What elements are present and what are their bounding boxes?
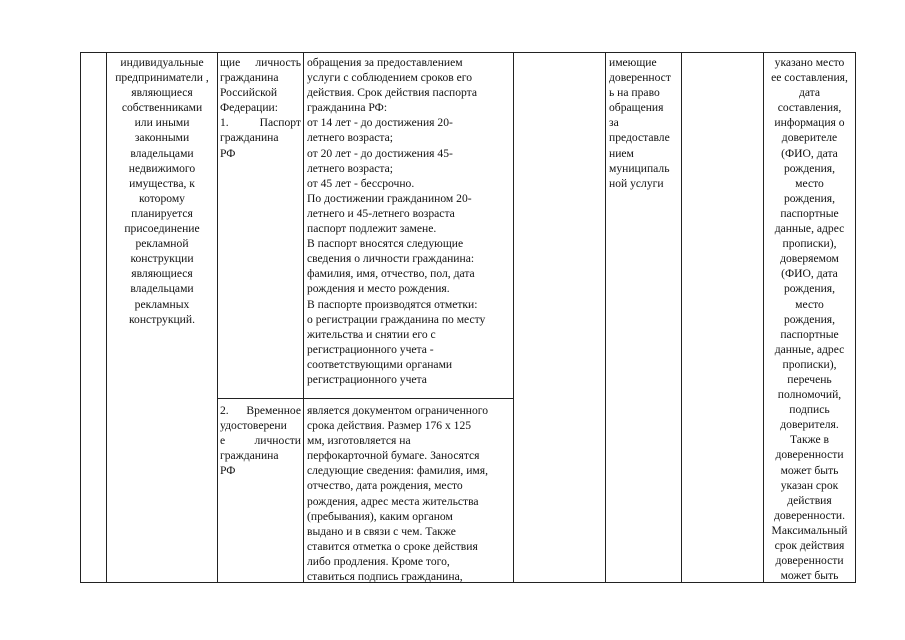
text-line: рекламных: [134, 297, 190, 311]
text-line: индивидуальные: [120, 56, 204, 69]
text-line: ставится отметка о сроке действия: [307, 539, 478, 553]
text-line: РФ: [220, 464, 236, 478]
text-line: подпись: [789, 403, 830, 417]
text-line: фамилия, имя, отчество, пол, дата: [307, 267, 475, 281]
text-line: жительства и снятии его с: [307, 327, 436, 341]
document-type-cell: [220, 403, 301, 478]
text-line: доверяемом: [780, 252, 839, 266]
text-line: полномочий,: [777, 388, 842, 402]
text-line: присоединение: [124, 222, 200, 236]
document-type-cell: [220, 55, 301, 161]
text-line: предприниматели ,: [115, 71, 209, 85]
text-line: паспортные: [780, 327, 839, 341]
column-border: [855, 52, 856, 583]
text-line: 1. Паспорт: [220, 116, 301, 130]
text-line: действия. Срок действия паспорта: [307, 86, 477, 100]
text-line: летнего возраста;: [307, 131, 393, 145]
text-line: составления,: [777, 101, 842, 115]
text-line: (ФИО, дата: [781, 146, 838, 160]
table-top-border: [80, 52, 856, 53]
text-line: рождения,: [784, 191, 835, 205]
text-line: нием: [609, 146, 634, 160]
column-border: [217, 52, 218, 583]
row-divider: [217, 398, 513, 399]
text-line: выдано и в связи с чем. Также: [307, 524, 456, 538]
text-line: паспорт подлежит замене.: [307, 222, 437, 236]
text-line: данные, адрес: [774, 342, 845, 356]
text-line: гражданина: [220, 131, 279, 145]
applicants-cell: [107, 55, 217, 327]
text-line: либо продления. Кроме того,: [307, 554, 450, 568]
text-line: услуги с соблюдением сроков его: [307, 71, 473, 85]
text-line: планируется: [131, 206, 193, 220]
text-line: от 14 лет - до достижения 20-: [307, 116, 453, 130]
text-line: действия: [787, 493, 832, 507]
text-line: ь на право: [609, 86, 660, 100]
column-border: [605, 52, 606, 583]
text-line: рождения,: [784, 312, 835, 326]
text-line: являющиеся: [131, 267, 193, 281]
text-line: может быть: [780, 569, 839, 583]
text-line: владельцами: [130, 282, 194, 296]
text-line: место: [795, 176, 824, 190]
text-line: собственниками: [121, 101, 203, 115]
text-line: или иными: [134, 116, 190, 130]
text-line: отчество, дата рождения, место: [307, 479, 463, 493]
text-line: доверенности: [775, 448, 844, 462]
text-line: щие личность: [220, 56, 301, 69]
text-line: данные, адрес: [774, 222, 845, 236]
text-line: регистрационного учета -: [307, 342, 434, 356]
text-line: имущества, к: [129, 176, 195, 190]
text-line: рождения и место рождения.: [307, 282, 450, 296]
text-line: указан срок: [780, 478, 839, 492]
text-line: от 20 лет - до достижения 45-: [307, 146, 453, 160]
text-line: информация о: [774, 116, 845, 130]
text-line: перфокарточной бумаге. Заносятся: [307, 449, 480, 463]
text-line: дата: [798, 86, 821, 100]
document-requirements-cell: [307, 55, 512, 387]
text-line: от 45 лет - бессрочно.: [307, 176, 415, 190]
text-line: доверителе: [781, 131, 838, 145]
text-line: рождения, адрес места жительства: [307, 494, 479, 508]
text-line: летнего и 45-летнего возраста: [307, 206, 455, 220]
text-line: рождения,: [784, 282, 835, 296]
text-line: о регистрации гражданина по месту: [307, 312, 486, 326]
text-line: ной услуги: [609, 176, 664, 190]
text-line: конструкции: [130, 252, 194, 266]
text-line: указано место: [774, 56, 845, 69]
column-border: [303, 52, 304, 583]
text-line: доверителя.: [780, 418, 839, 432]
text-line: перечень: [787, 372, 832, 386]
text-line: обращения за предоставлением: [307, 56, 463, 69]
text-line: муниципаль: [609, 161, 670, 175]
text-line: рекламной: [135, 237, 189, 251]
text-line: гражданина РФ:: [307, 101, 388, 115]
text-line: рождения,: [784, 161, 835, 175]
text-line: Максимальный: [771, 523, 848, 537]
text-line: предоставле: [609, 131, 670, 145]
text-line: мм, изготовляется на: [307, 434, 411, 448]
text-line: следующие сведения: фамилия, имя,: [307, 464, 488, 478]
text-line: В паспорт вносятся следующие: [307, 237, 464, 251]
text-line: прописки),: [782, 237, 837, 251]
text-line: ее составления,: [771, 71, 848, 85]
text-line: доверенности.: [773, 508, 845, 522]
text-line: соответствующими органами: [307, 357, 453, 371]
text-line: конструкций.: [129, 312, 195, 326]
text-line: недвижимого: [128, 161, 196, 175]
text-line: может быть: [780, 463, 839, 477]
representative-cell: [609, 55, 681, 191]
text-line: (пребывания), каким органом: [307, 509, 453, 523]
text-line: В паспорте производятся отметки:: [307, 297, 478, 311]
text-line: удостоверени: [220, 419, 287, 433]
text-line: 2. Временное: [220, 404, 301, 417]
text-line: срока действия. Размер 176 х 125: [307, 419, 472, 433]
text-line: е личности: [220, 434, 301, 448]
text-line: регистрационного учета: [307, 372, 427, 386]
text-line: Федерации:: [220, 101, 278, 115]
text-line: является документом ограниченного: [307, 404, 489, 417]
text-line: Российской: [220, 86, 278, 100]
column-border: [80, 52, 81, 583]
text-line: доверенности: [775, 554, 844, 568]
text-line: доверенност: [609, 71, 671, 85]
text-line: ставиться подпись гражданина,: [307, 570, 463, 584]
text-line: за: [609, 116, 619, 130]
text-line: место: [795, 297, 824, 311]
text-line: гражданина: [220, 449, 279, 463]
column-border: [513, 52, 514, 583]
text-line: гражданина: [220, 71, 279, 85]
document-requirements-cell: [307, 403, 512, 584]
column-border: [681, 52, 682, 583]
text-line: РФ: [220, 146, 236, 160]
representative-document-cell: [764, 55, 855, 583]
text-line: По достижении гражданином 20-: [307, 191, 472, 205]
text-line: законными: [134, 131, 190, 145]
text-line: обращения: [609, 101, 664, 115]
text-line: (ФИО, дата: [781, 267, 838, 281]
text-line: Также в: [790, 433, 829, 447]
text-line: срок действия: [774, 539, 845, 552]
text-line: летнего возраста;: [307, 161, 393, 175]
text-line: имеющие: [609, 56, 657, 69]
text-line: паспортные: [780, 206, 839, 220]
text-line: которому: [139, 191, 185, 205]
text-line: сведения о личности гражданина:: [307, 252, 475, 266]
text-line: владельцами: [130, 146, 194, 160]
text-line: являющиеся: [131, 86, 193, 100]
text-line: прописки),: [782, 357, 837, 371]
